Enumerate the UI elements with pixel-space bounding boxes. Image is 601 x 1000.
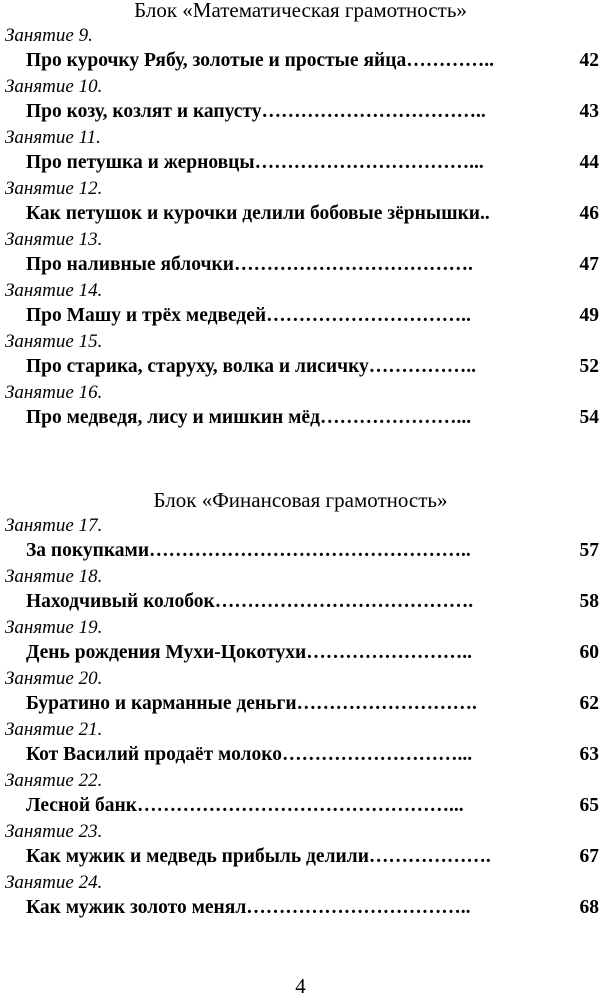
- lesson-row: [26, 406, 601, 430]
- toc-entry: [0, 178, 601, 229]
- lesson-label: Занятие 13.: [5, 229, 103, 250]
- lesson-label: Занятие 16.: [5, 382, 103, 403]
- lesson-row: [26, 151, 601, 175]
- lesson-title: Буратино и карманные деньги……………………….: [26, 693, 477, 714]
- lesson-page-number: 52: [579, 356, 599, 377]
- toc-entry: [0, 668, 601, 719]
- lesson-title: Про старика, старуху, волка и лисичку……………..: [26, 356, 477, 377]
- toc-entry: [0, 280, 601, 331]
- lesson-page-number: 58: [579, 591, 599, 612]
- lesson-title: Про петушка и жерновцы……………………………...: [26, 152, 484, 173]
- lesson-page-number: 65: [579, 795, 599, 816]
- lesson-row: [26, 590, 601, 614]
- lesson-row: [26, 100, 601, 124]
- lesson-page-number: 68: [579, 897, 599, 918]
- toc-entry: [0, 331, 601, 382]
- lesson-page-number: 57: [579, 540, 599, 561]
- lesson-title: Находчивый колобок………………………………….: [26, 591, 474, 612]
- lesson-page-number: 44: [579, 152, 599, 173]
- lesson-label: Занятие 15.: [5, 331, 103, 352]
- lesson-title: Лесной банк…………………………………………...: [26, 795, 464, 816]
- toc-entry: [0, 127, 601, 178]
- lesson-label: Занятие 10.: [5, 76, 103, 97]
- toc-entry: [0, 515, 601, 566]
- lesson-label: Занятие 17.: [5, 515, 103, 536]
- lesson-label: Занятие 14.: [5, 280, 103, 301]
- lesson-title: Кот Василий продаёт молоко………………………...: [26, 744, 473, 765]
- lesson-page-number: 43: [579, 101, 599, 122]
- lesson-row: [26, 641, 601, 665]
- lesson-row: [26, 304, 601, 328]
- lesson-label: Занятие 19.: [5, 617, 103, 638]
- lesson-title: Про козу, козлят и капусту……………………………..: [26, 101, 486, 122]
- toc-entry: [0, 566, 601, 617]
- lesson-row: [26, 355, 601, 379]
- toc-entry: [0, 382, 601, 433]
- lesson-row: [26, 539, 601, 563]
- toc-entry: [0, 229, 601, 280]
- lesson-row: [26, 692, 601, 716]
- lesson-label: Занятие 21.: [5, 719, 103, 740]
- lesson-page-number: 62: [579, 693, 599, 714]
- lesson-row: [26, 202, 601, 226]
- lesson-title: Про медведя, лису и мишкин мёд…………………...: [26, 407, 472, 428]
- lesson-title: За покупками…………………………………………..: [26, 540, 471, 561]
- toc-entry: [0, 872, 601, 923]
- lesson-list-finance: [0, 515, 601, 923]
- lesson-title: Как мужик золото менял……………………………..: [26, 897, 471, 918]
- lesson-label: Занятие 9.: [5, 25, 93, 46]
- lesson-row: [26, 896, 601, 920]
- lesson-row: [26, 743, 601, 767]
- toc-entry: [0, 617, 601, 668]
- lesson-row: [26, 49, 601, 73]
- lesson-page-number: 63: [579, 744, 599, 765]
- lesson-title: Как мужик и медведь прибыль делили……………….: [26, 846, 491, 867]
- lesson-row: [26, 845, 601, 869]
- lesson-title: Про Машу и трёх медведей…………………………..: [26, 305, 471, 326]
- lesson-label: Занятие 24.: [5, 872, 103, 893]
- page-number: 4: [295, 974, 306, 998]
- lesson-label: Занятие 20.: [5, 668, 103, 689]
- lesson-page-number: 46: [579, 203, 599, 224]
- lesson-title: Как петушок и курочки делили бобовые зёрнышки..: [26, 203, 490, 224]
- lesson-page-number: 42: [579, 50, 599, 71]
- toc-entry: [0, 25, 601, 76]
- lesson-page-number: 54: [579, 407, 599, 428]
- block-title-finance: Блок «Финансовая грамотность»: [153, 488, 448, 512]
- lesson-title: Про наливные яблочки……………………………….: [26, 254, 473, 275]
- lesson-label: Занятие 18.: [5, 566, 103, 587]
- lesson-list-math: [0, 25, 601, 433]
- lesson-page-number: 47: [579, 254, 599, 275]
- block-title-math: Блок «Математическая грамотность»: [134, 0, 467, 22]
- lesson-row: [26, 794, 601, 818]
- lesson-title: День рождения Мухи-Цокотухи……………………..: [26, 642, 472, 663]
- lesson-label: Занятие 11.: [5, 127, 101, 148]
- toc-entry: [0, 770, 601, 821]
- lesson-label: Занятие 22.: [5, 770, 103, 791]
- toc-entry: [0, 821, 601, 872]
- lesson-row: [26, 253, 601, 277]
- lesson-label: Занятие 12.: [5, 178, 103, 199]
- lesson-page-number: 49: [579, 305, 599, 326]
- lesson-label: Занятие 23.: [5, 821, 103, 842]
- lesson-title: Про курочку Рябу, золотые и простые яйца…………..: [26, 50, 494, 71]
- lesson-page-number: 67: [579, 846, 599, 867]
- toc-entry: [0, 76, 601, 127]
- lesson-page-number: 60: [579, 642, 599, 663]
- toc-entry: [0, 719, 601, 770]
